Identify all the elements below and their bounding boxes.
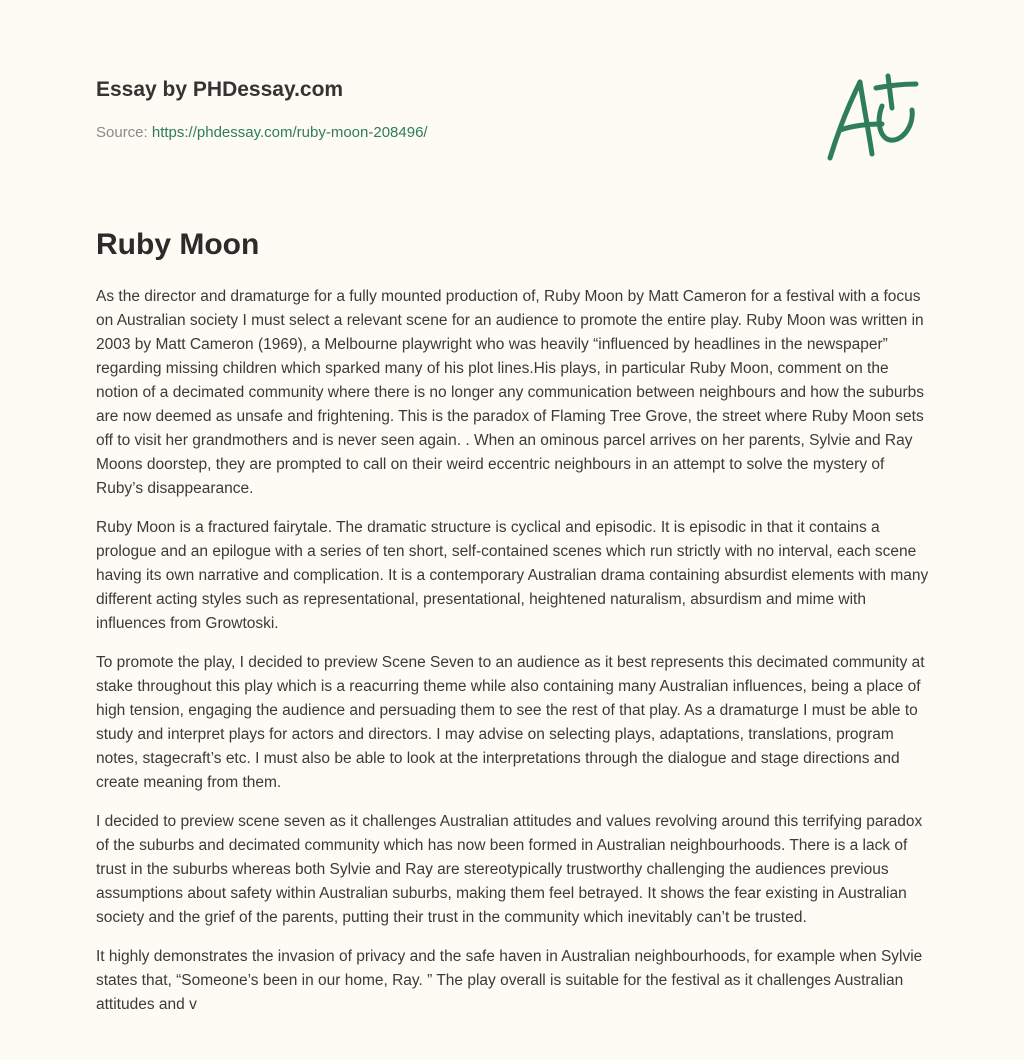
paragraph: To promote the play, I decided to preview Scene Seven to an audience as it best represents this decimated community at stake throughout this play which is a reacurring theme while also containing many Australian influences, being a place of high tension, engaging the audience and persuading them to see the rest of that play. As a dramaturge I must be able to study and interpret plays for actors and directors. I may advise on selecting plays, adaptations, translations, program notes, stagecraft’s etc. I must also be able to look at the interpretations through the dialogue and stage directions and create meaning from them. bbox=[96, 654, 925, 791]
a-plus-logo-icon bbox=[822, 68, 926, 164]
article-body bbox=[96, 285, 932, 1032]
essay-header bbox=[96, 76, 928, 196]
article-title: Ruby Moon bbox=[96, 228, 260, 261]
bottom-fade bbox=[0, 1042, 1024, 1060]
brand-title: Essay by PHDessay.com bbox=[96, 78, 344, 101]
paragraph: It highly demonstrates the invasion of privacy and the safe haven in Australian neighbourhoods, for example when Sylvie states that, “Someone’s been in our home, Ray. ” The play overall is suitable for the festival as it challenges Australian attitudes and v bbox=[96, 948, 923, 1013]
source-line bbox=[96, 123, 428, 143]
paragraph: Ruby Moon is a fractured fairytale. The dramatic structure is cyclical and episodic. It is episodic in that it contains a prologue and an epilogue with a series of ten short, self-contained scenes which run strictly with no interval, each scene having its own narrative and complication. It is a contemporary Australian drama containing absurdist elements with many different acting styles such as representational, presentational, heightened naturalism, absurdism and mime with influences from Growtoski. bbox=[96, 519, 929, 632]
source-link[interactable]: https://phdessay.com/ruby-moon-208496/ bbox=[151, 124, 428, 141]
source-label: Source: bbox=[96, 124, 152, 141]
paragraph: I decided to preview scene seven as it challenges Australian attitudes and values revolving around this terrifying paradox of the suburbs and decimated community which has now been formed in Australian neighbourhoods. There is a lack of trust in the suburbs whereas both Sylvie and Ray are stereotypically trustworthy challenging the audiences previous assumptions about safety within Australian suburbs, making them feel betrayed. It shows the fear existing in Australian society and the grief of the parents, putting their trust in the community which inevitably can’t be trusted. bbox=[96, 813, 923, 926]
paragraph: As the director and dramaturge for a fully mounted production of, Ruby Moon by Matt Cameron for a festival with a focus on Australian society I must select a relevant scene for an audience to promote the entire play. Ruby Moon was written in 2003 by Matt Cameron (1969), a Melbourne playwright who was heavily “influenced by headlines in the newspaper” regarding missing children which sparked many of his plot lines.His plays, in particular Ruby Moon, comment on the notion of a decimated community where there is no longer any communication between neighbours and how the suburbs are now deemed as unsafe and frightening. This is the paradox of Flaming Tree Grove, the street where Ruby Moon sets off to visit her grandmothers and is never seen again. . When an ominous parcel arrives on her parents, Sylvie and Ray Moons doorstep, they are prompted to call on their weird eccentric neighbours in an attempt to solve the mystery of Ruby’s disappearance. bbox=[96, 288, 925, 497]
